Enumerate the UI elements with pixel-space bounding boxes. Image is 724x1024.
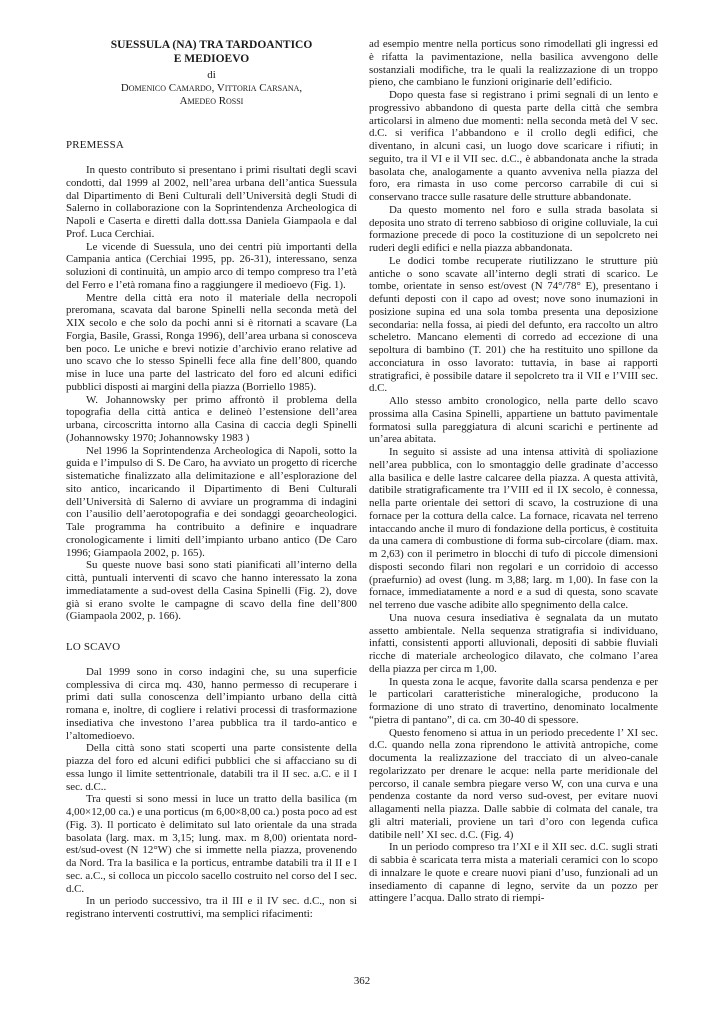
paragraph: In un periodo successivo, tra il III e il IV sec. d.C., non si registrano interventi costruttivi, ma semplici rifacimenti: <box>66 895 357 920</box>
paragraph: Le vicende di Suessula, uno dei centri più importanti della Campania antica (Cerchiai 1995, pp. 26-31), interessano, senza soluzioni di continuità, un ampio arco di tempo compreso tra l’età del Ferro e l’età romana fino a raggiungere il medioevo (Fig. 1). <box>66 240 357 291</box>
right-column <box>369 38 658 905</box>
title-line-2: E MEDIOEVO <box>173 53 250 65</box>
paragraph: Mentre della città era noto il materiale della necropoli preromana, scavata dal barone Spinelli nella seconda metà del XIX secolo e che solo da pochi anni si è ritornati a scavare (La Forgia, Basile, Grassi, Ronga 1996), dell’area urbana si conosceva ben poco. Le uniche e brevi notizie d’archivio erano relative ad uno scavo che lo stesso Spinelli fece alla fine dell’800, quando mise in luce una parte del lastricato del foro ed alcuni edifici pubblici disposti ai margini della piazza (Borriello 1985). <box>66 291 357 393</box>
page-number: 362 <box>353 975 371 987</box>
paragraph: Dopo questa fase si registrano i primi segnali di un lento e progressivo abbandono di questa parte della città che sembra articolarsi in almeno due momenti: nella seconda metà del V sec. d.C. si verifica l’abbandono e il crollo degli edifici, che diventano, in alcuni casi, un luogo dove scaricare i rifiuti; in seguito, tra il VI e il VII sec. d.C., è abbandonata anche la strada basolata che, analogamente a quanto avveniva nella piazza del foro, era rimasta in uso come percorso carrabile di cui si conservano tracce sulle rasature delle strutture abbandonate. <box>369 89 658 203</box>
paragraph: In questo contributo si presentano i primi risultati degli scavi condotti, dal 1999 al 2002, nell’area urbana dell’antica Suessula dal Dipartimento di Beni Culturali dell’Università degli Studi di Salerno in collaborazione con la Soprintendenza Archeologica di Napoli e Caserta e diretti dalla dott.ssa Daniela Giampaola e dal Prof. Luca Cerchiai. <box>66 164 357 240</box>
paragraph: Una nuova cesura insediativa è segnalata da un mutato assetto ambientale. Nella sequenza stratigrafia si individuano, infatti, consistenti apporti alluvionali, depositi di sabbie fluviali ricche di materiale archeologico dilavato, che colmano l’area della piazza per circa m 1,00. <box>369 611 658 675</box>
left-column <box>66 38 357 921</box>
paragraph: Su queste nuove basi sono stati pianificati all’interno della città, puntuali interventi di scavo che hanno interessato la zona immediatamente a sud-ovest della Casina Spinelli (Fig. 2), dove già si erano svolte le campagne di scavo della fine dell’800 (Giampaola 2002, p. 166). <box>66 559 357 623</box>
authors <box>66 82 357 108</box>
paragraph: Tra questi si sono messi in luce un tratto della basilica (m 4,00×12,00 ca.) e una porticus (m 6,00×8,00 ca.) posta poco ad est (Fig. 3). Il porticato è delimitato sul lato orientale da una strada basolata (larg. max. m 3,15; lung. max. m 8,00) orientata nord-est/sud-ovest (N 12°W) che si immette nella piazza, provenendo da Nord. Tra la basilica e la porticus, entrambe databili tra il II e I sec. a.C., si colloca un piccolo sacello costruito nel corso del I sec. d.C. <box>66 793 357 895</box>
section-heading-premessa: PREMESSA <box>66 139 124 152</box>
paragraph: Allo stesso ambito cronologico, nella parte dello scavo prossima alla Casina Spinelli, appartiene un battuto pavimentale formatosi sulla pareggiatura di alcuni scarichi e pertinente ad un’area abitata. <box>369 395 658 446</box>
byline-di: di <box>207 69 216 81</box>
paragraph: Della città sono stati scoperti una parte consistente della piazza del foro ed alcuni edifici pubblici che si affacciano su di essa lungo il limite settentrionale, databili tra il II sec. a.C. e il I sec. d.C.. <box>66 742 357 793</box>
title-line-1: SUESSULA (NA) TRA TARDOANTICO <box>110 39 313 51</box>
paragraph: Nel 1996 la Soprintendenza Archeologica di Napoli, sotto la guida e l’impulso di S. De Caro, ha avviato un progetto di ricerche sistematiche finalizzato alla delimitazione e all’esplorazione del sito antico, incaricando il Dipartimento di Beni Culturali dell’Università di Salerno di avviare un programma di indagini con l’ausilio dell’aerotopografia e dei sondaggi geoarcheologici. Tale programma ha contribuito a definire e inquadrare cronologicamente i limiti dell’impianto urbano antico (De Caro 1996; Giampaola 2002, p. 165). <box>66 444 357 559</box>
paragraph: In un periodo compreso tra l’XI e il XII sec. d.C. sugli strati di sabbia è scaricata terra mista a materiali ceramici con lo scopo di innalzare le quote e creare nuovi piani d’uso, funzionali ad un insediamento di capanne di legno, servite da un pozzo per attingere l’acqua. Dallo strato di riempi- <box>369 841 658 905</box>
paragraph: In seguito si assiste ad una intensa attività di spoliazione nell’area pubblica, con lo smontaggio delle gradinate d’accesso alla basilica e delle lastre calcaree della piazza. A questa attività, datibile stratigraficamente tra l’VIII ed il IX secolo, è connessa, nella parte orientale dei settori di scavo, la costruzione di una fornace per la cottura della calce. La fornace, ricavata nel terreno intaccando anche il muro di fondazione della porticus, è costituita da una camera di combustione di forma sub-circolare (diam. max. m 2,63) con il perimetro in blocchi di tufo di piccole dimensioni disposti secondo filari non regolari e un corridoio di accesso (praefurnio) ad ovest (lung. m 3,88; larg. m 1,00). In fase con la fornace, immediatamente a nord e a sud di questa, sono scavate nel terreno due vasche adibite allo spegnimento della calce. <box>369 446 658 611</box>
article-title <box>66 38 357 66</box>
section-heading-lo-scavo: LO SCAVO <box>66 641 121 653</box>
authors-line-1: Domenico Camardo, Vittoria Carsana, <box>120 81 303 94</box>
paragraph: Le dodici tombe recuperate riutilizzano le strutture più antiche o sono scavate all’interno degli strati di scarico. Le tombe, orientate in senso est/ovest (N 74°/78° E), presentano i defunti deposti con il capo ad ovest; nove sono inumazioni in posizione supina ed una sola tomba presenta una deposizione secondaria: nella fossa, ai piedi del defunto, era raccolto un altro scheletro. Mancano elementi di corredo ad eccezione di una sepoltura di bambino (T. 201) che ha restituito uno spillone da acconciatura in osso lavorato: tuttavia, in base ai rapporti stratigrafici, è possibile datare il sepolcreto tra il VII e l’VIII sec. d.C. <box>369 254 658 395</box>
paragraph: ad esempio mentre nella porticus sono rimodellati gli ingressi ed è rifatta la pavimentazione, nella basilica avvengono delle sostanziali modifiche, tra le quali la realizzazione di un troppo pieno, che cambiano le funzioni originarie dell’edificio. <box>369 38 658 89</box>
paragraph: In questa zona le acque, favorite dalla scarsa pendenza e per le particolari caratteristiche mineralogiche, producono la formazione di uno strato di travertino, denominato localmente “pietra di pantano”, di ca. cm 30-40 di spessore. <box>369 675 658 726</box>
paragraph: Dal 1999 sono in corso indagini che, su una superficie complessiva di circa mq. 430, hanno permesso di recuperare i primi dati sulla conoscenza dell’impianto urbano della città romana e, inoltre, di cogliere i relativi processi di trasformazione insediativa che investono l’area pubblica tra il tardo-antico e l’altomedioevo. <box>66 665 357 742</box>
paragraph: Da questo momento nel foro e sulla strada basolata si deposita uno strato di terreno sabbioso di origine colluviale, la cui formazione precede di poco la costituzione di un sepolcreto nei ruderi degli edifici e nella piazza abbandonata. <box>369 203 658 254</box>
paragraph: Questo fenomeno si attua in un periodo precedente l’ XI sec. d.C. quando nella zona riprendono le attività antropiche, come documenta la realizzazione del tracciato di un alveo-canale regolarizzato per drenare le acque: nella parte meridionale del percorso, il canale sembra piegare verso W, con una curva e una pendenza costante da nord verso sud-ovest, per evitare nuovi allagamenti nella piazza. Dalle sabbie di colmata del canale, tra gli altri materiali, proviene un tarì d’oro con legenda cufica datibile nell’ XI sec. d.C. (Fig. 4) <box>369 726 658 841</box>
authors-line-2: Amedeo Rossi <box>179 94 244 107</box>
paragraph: W. Johannowsky per primo affrontò il problema della topografia della città antica e delineò l’estensione dell’area urbana, circoscritta intorno alla Casina di caccia degli Spinelli (Johannowsky 1970; Johannowsky 1983 ) <box>66 393 357 444</box>
